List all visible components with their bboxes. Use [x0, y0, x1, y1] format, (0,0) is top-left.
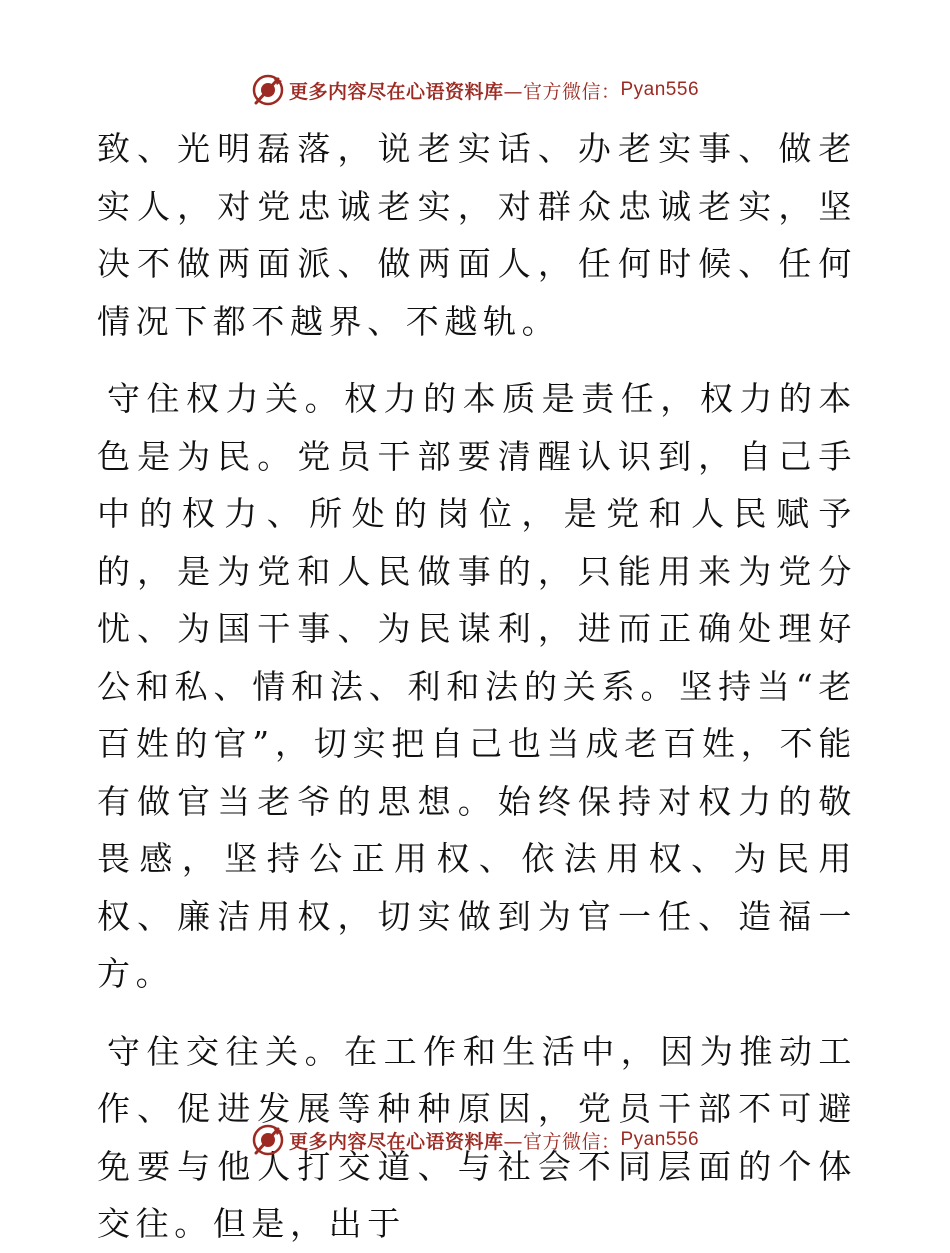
- banner-main-text: 更多内容尽在心语资料库: [288, 80, 504, 103]
- banner-wechat-id: Pyan556: [620, 1129, 700, 1150]
- paragraph-social: 守住交往关。在工作和生活中，因为推动工作、促进发展等种种原因，党员干部不可避免要与他人打交道、与社会不同层面的个体交往。但是，出于: [97, 1031, 857, 1243]
- quill-logo-icon: [251, 1123, 285, 1157]
- quill-logo-icon: [251, 73, 285, 107]
- banner-wechat-id: Pyan556: [620, 79, 700, 100]
- banner-wechat-label: —官方微信：: [503, 80, 621, 103]
- footer-watermark-banner: [0, 1120, 950, 1160]
- paragraph-power: 守住权力关。权力的本质是责任，权力的本色是为民。党员干部要清醒认识到，自己手中的权力、所处的岗位，是党和人民赋予的，是为党和人民做事的，只能用来为党分忧、为国干事、为民谋利，进而正确处理好公和私、情和法、利和法的关系。坚持当“老百姓的官”，切实把自己也当成老百姓，不能有做官当老爷的思想。始终保持对权力的敬畏感，坚持公正用权、依法用权、为民用权、廉洁用权，切实做到为官一任、造福一方。: [97, 379, 857, 993]
- header-watermark-banner: [0, 70, 950, 110]
- banner-main-text: 更多内容尽在心语资料库: [288, 1130, 504, 1153]
- banner-wechat-label: —官方微信：: [503, 1130, 621, 1153]
- document-body: [97, 120, 857, 1253]
- paragraph-continuation: 致、光明磊落，说老实话、办老实事、做老实人，对党忠诚老实，对群众忠诚老实，坚决不做两面派、做两面人，任何时候、任何情况下都不越界、不越轨。: [97, 129, 857, 341]
